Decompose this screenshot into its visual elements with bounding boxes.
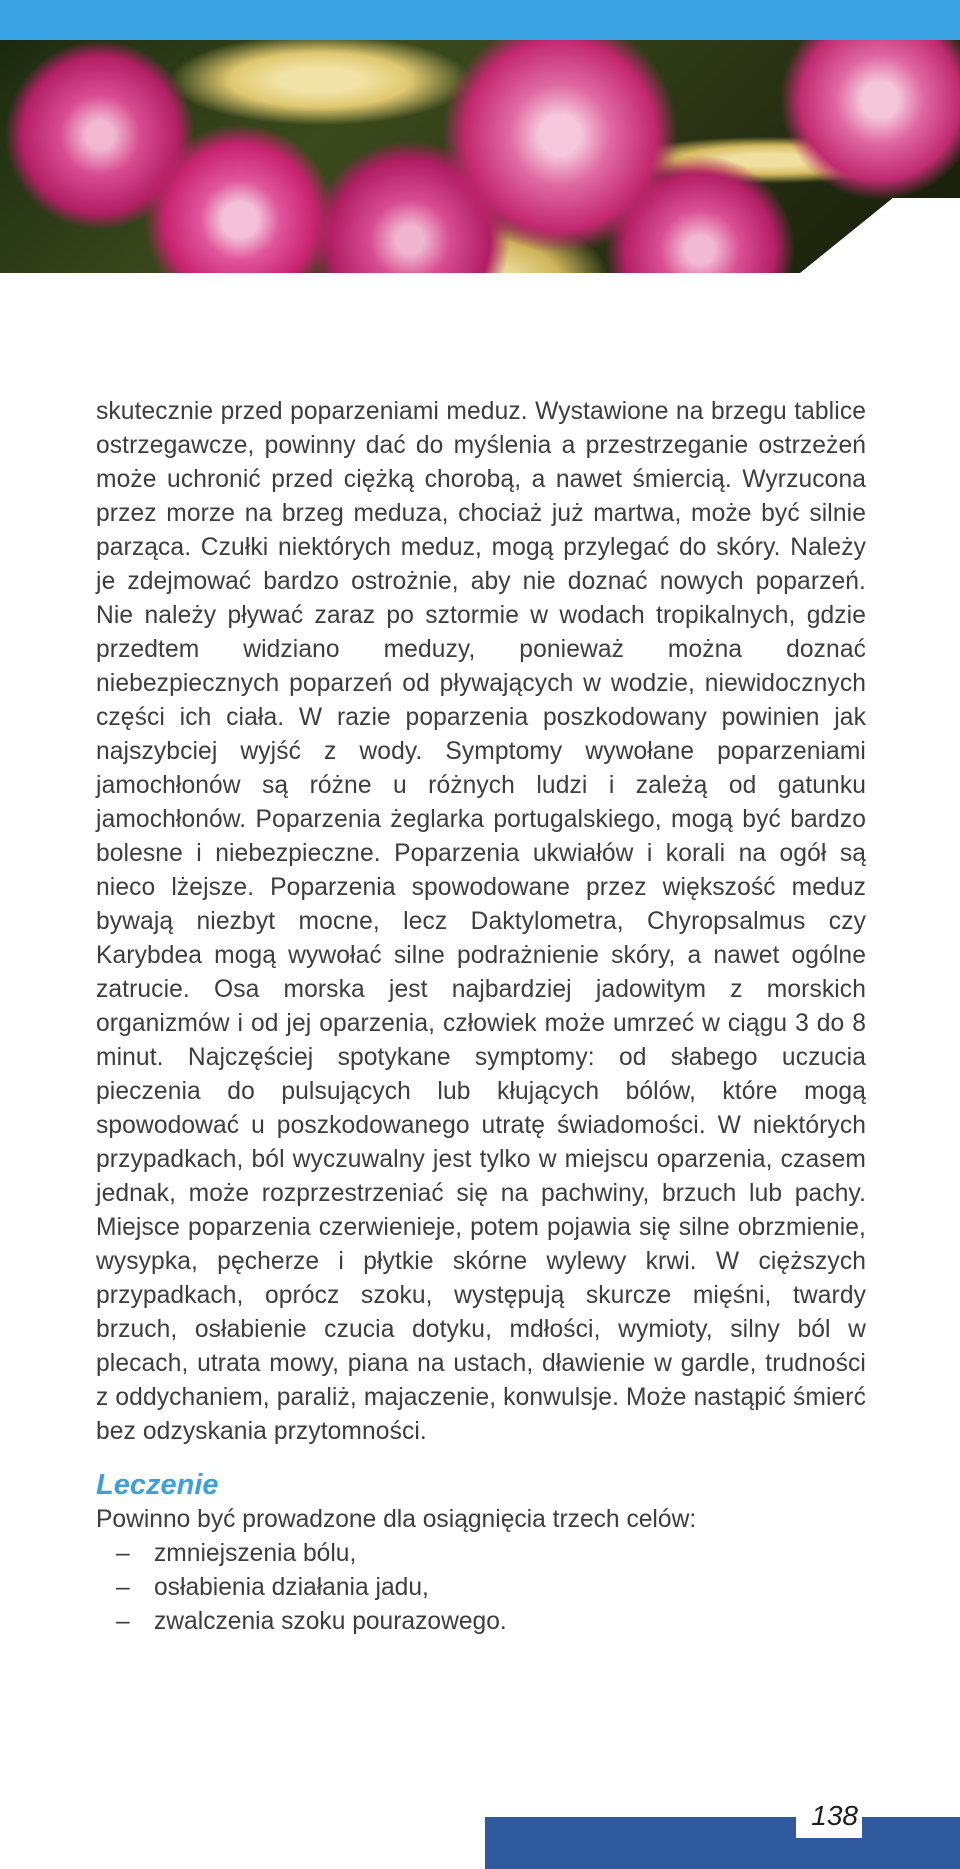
list-item — [96, 1537, 866, 1571]
footer-bar — [485, 1817, 960, 1869]
section-intro: Powinno być prowadzone dla osiągnięcia trzech celów: — [96, 1506, 697, 1533]
page-number: 138 — [811, 1800, 858, 1831]
treatment-goals-list — [96, 1537, 866, 1639]
list-item-text: zmniejszenia bólu, — [154, 1540, 357, 1567]
dash-bullet: – — [116, 1540, 130, 1567]
coral-hero-image — [0, 40, 960, 273]
list-item-text: zwalczenia szoku pourazowego. — [154, 1608, 507, 1635]
page-content — [96, 395, 866, 1639]
body-paragraph: skutecznie przed poparzeniami meduz. Wystawione na brzegu tablice ostrzegawcze, powinny dać do myślenia a przestrzeganie ostrzeżeń może uchronić przed ciężką chorobą, a nawet śmiercią. Wyrzucona przez morze na brzeg meduza, chociaż już martwa, może być silnie parząca. Czułki niektórych meduz, mogą przylegać do skóry. Należy je zdejmować bardzo ostrożnie, aby nie doznać nowych poparzeń. Nie należy pływać zaraz po sztormie w wodach tropikalnych, gdzie przedtem widziano meduzy, ponieważ można doznać niebezpiecznych poparzeń od pływających w wodzie, niewidocznych części ich ciała. W razie poparzenia poszkodowany powinien jak najszybciej wyjść z wody. Symptomy wywołane poparzeniami jamochłonów są różne u różnych ludzi i zależą od gatunku jamochłonów. Poparzenia żeglarka portugalskiego, mogą być bardzo bolesne i niebezpieczne. Poparzenia ukwiałów i korali na ogół są nieco lżejsze. Poparzenia spowodowane przez większość meduz bywają niezbyt mocne, lecz Daktylometra, Chyropsalmus czy Karybdea mogą wywołać silne podrażnienie skóry, a nawet ogólne zatrucie. Osa morska jest najbardziej jadowitym z morskich organizmów i od jej oparzenia, człowiek może umrzeć w ciągu 3 do 8 minut. Najczęściej spotykane symptomy: od słabego uczucia pieczenia do pulsujących lub kłujących bólów, które mogą spowodować u poszkodowanego utratę świadomości. W niektórych przypadkach, ból wyczuwalny jest tylko w miejscu oparzenia, czasem jednak, może rozprzestrzeniać się na pachwiny, brzuch lub pachy. Miejsce poparzenia czerwienieje, potem pojawia się silne obrzmienie, wysypka, pęcherze i płytkie skórne wylewy krwi. W cięższych przypadkach, oprócz szoku, występują skurcze mięśni, twardy brzuch, osłabienie czucia dotyku, mdłości, wymioty, silny ból w plecach, utrata mowy, piana na ustach, dławienie w gardle, trudności z oddychaniem, paraliż, majaczenie, konwulsje. Może nastąpić śmierć bez odzyskania przytomności. — [96, 398, 866, 1445]
top-accent-band — [0, 0, 960, 40]
list-item — [96, 1571, 866, 1605]
dash-bullet: – — [116, 1608, 130, 1635]
section-heading: Leczenie — [96, 1469, 219, 1501]
dash-bullet: – — [116, 1574, 130, 1601]
list-item — [96, 1605, 866, 1639]
list-item-text: osłabienia działania jadu, — [154, 1574, 429, 1601]
